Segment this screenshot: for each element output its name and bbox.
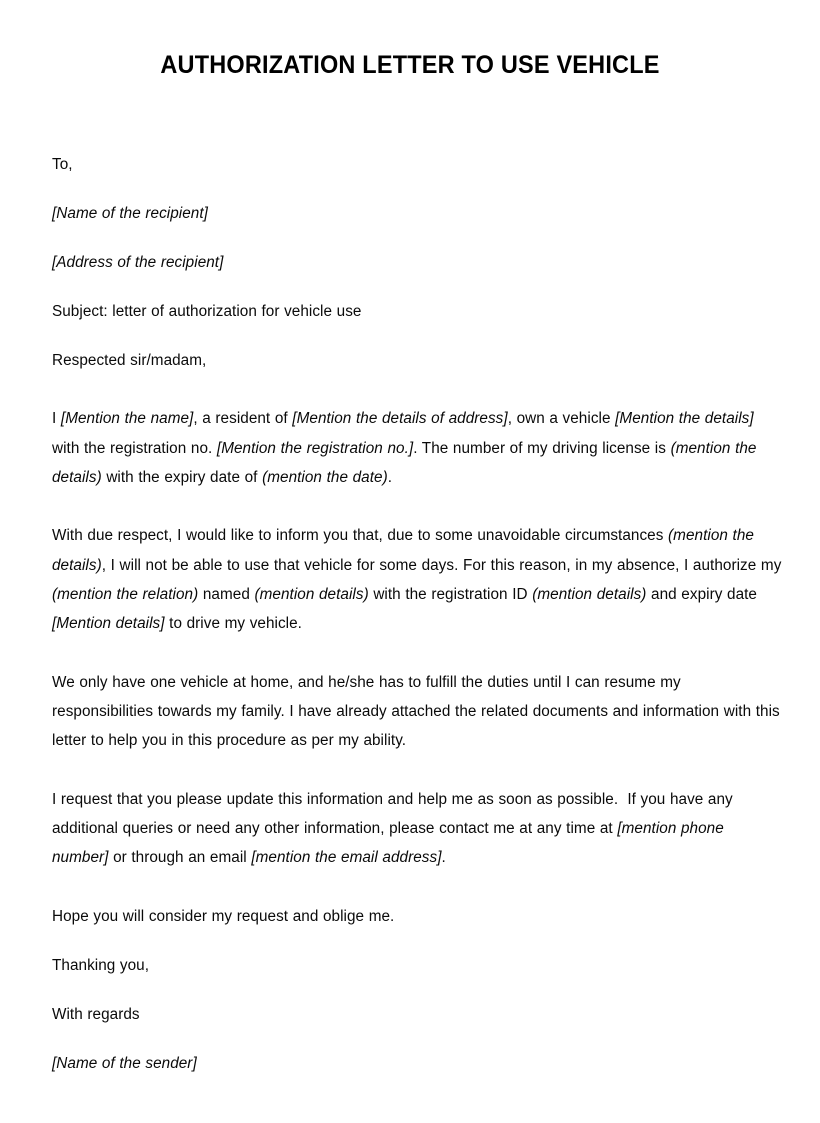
spacer xyxy=(52,326,782,346)
closing-regards-line: With regards xyxy=(52,1005,140,1023)
body-text: We only have one vehicle at home, and he/she has to fulfill the duties until I can resume my responsibilities towards my family. I have already attached the related documents and information with this letter to help you in this procedure as per my ability. xyxy=(52,673,785,750)
body-text: I xyxy=(52,410,61,428)
spacer xyxy=(52,639,782,668)
closing-thanking-line: Thanking you, xyxy=(52,956,150,974)
body-text: . The number of my driving license is xyxy=(413,439,671,457)
spacer xyxy=(52,756,782,785)
body-text: . xyxy=(387,469,393,487)
spacer xyxy=(52,931,782,951)
salutation-to-line: To, xyxy=(52,156,73,173)
placeholder-text: [mention the email address] xyxy=(251,849,442,867)
placeholder-text: (mention the details) xyxy=(52,439,762,487)
placeholder-text: [Mention the details of address] xyxy=(292,410,508,428)
body-paragraph-4 xyxy=(52,785,782,873)
body-paragraph-2 xyxy=(52,521,787,639)
placeholder-text: (mention details) xyxy=(532,586,647,604)
placeholder-text: [mention phone number] xyxy=(52,820,729,867)
placeholder-text: [Mention the details] xyxy=(615,410,754,428)
body-text: and expiry date xyxy=(646,586,762,604)
body-text: with the registration ID xyxy=(368,586,533,604)
placeholder-text: [Mention the registration no.] xyxy=(216,439,414,457)
body-text: . xyxy=(441,849,446,867)
placeholder-text: [Mention the name] xyxy=(60,410,194,428)
placeholder-text: (mention the details) xyxy=(52,527,759,574)
body-text: , a resident of xyxy=(193,410,293,428)
body-text: with the expiry date of xyxy=(101,469,263,487)
spacer xyxy=(52,277,782,297)
body-text: I request that you please update this information and help me as soon as possible. If you have any additional queries or need any other information, please contact me at any time at xyxy=(52,790,738,838)
body-text: named xyxy=(198,586,255,604)
body-paragraph-1 xyxy=(52,404,782,492)
spacer xyxy=(52,492,782,521)
spacer xyxy=(52,980,782,1000)
placeholder-text: (mention the date) xyxy=(262,469,388,487)
sender-name-placeholder: [Name of the sender] xyxy=(52,1054,197,1072)
spacer xyxy=(52,1029,782,1049)
body-text: With due respect, I would like to inform you that, due to some unavoidable circumstances xyxy=(52,527,669,545)
body-text: to drive my vehicle. xyxy=(164,615,302,633)
closing-hope-line: Hope you will consider my request and oblige me. xyxy=(52,907,395,925)
recipient-address-placeholder: [Address of the recipient] xyxy=(52,254,224,271)
spacer xyxy=(52,228,782,248)
body-text: with the registration no. xyxy=(52,410,759,457)
body-text: or through an email xyxy=(108,849,252,867)
page-title: AUTHORIZATION LETTER TO USE VEHICLE xyxy=(160,51,660,79)
body-text: , own a vehicle xyxy=(507,410,616,428)
placeholder-text: [Mention details] xyxy=(52,615,165,633)
letter-body xyxy=(52,150,787,1078)
body-paragraph-3 xyxy=(52,668,785,756)
placeholder-text: (mention the relation) xyxy=(52,586,199,604)
spacer xyxy=(52,375,782,404)
recipient-name-placeholder: [Name of the recipient] xyxy=(52,205,208,222)
greeting-line: Respected sir/madam, xyxy=(52,352,207,369)
spacer xyxy=(52,873,782,902)
body-text: , I will not be able to use that vehicle for some days. For this reason, in my absence, I authorize my xyxy=(101,556,787,574)
spacer xyxy=(52,179,782,199)
subject-line: Subject: letter of authorization for vehicle use xyxy=(52,303,362,320)
placeholder-text: (mention details) xyxy=(254,586,369,604)
